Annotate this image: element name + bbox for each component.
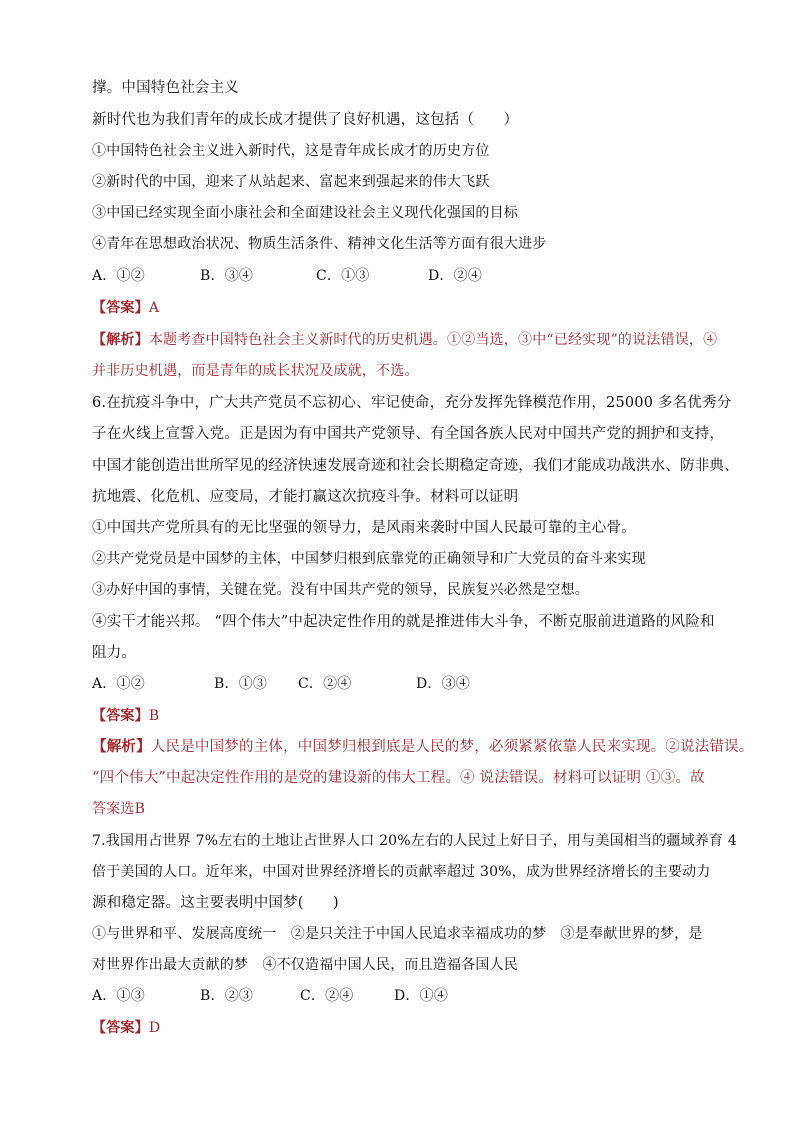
- question-5-answer: [92, 298, 159, 318]
- question-6-answer: [92, 706, 159, 726]
- option-a: A．①②: [92, 676, 145, 692]
- analysis-text: 人民是中国梦的主体，中国梦归根到底是人民的梦，必须紧紧依靠人民来实现。②说法错误。: [150, 739, 754, 755]
- question-7-items-1: ①与世界和平、发展高度统一 ②是只关注于中国人民追求幸福成功的梦 ③是奉献世界的梦，是: [92, 926, 703, 942]
- text-line: 撑。中国特色社会主义: [92, 80, 239, 96]
- question-7-answer: [92, 1018, 160, 1038]
- answer-tag: 【答案】: [92, 1020, 149, 1036]
- question-6-item-3: ③办好中国的事情，关键在党。没有中国共产党的领导，民族复兴必然是空想。: [92, 582, 589, 598]
- question-6-stem-1: 6.在抗疫斗争中，广大共产党员不忘初心、牢记使命，充分发挥先锋模范作用，25000 多名优秀分: [92, 395, 732, 411]
- question-6-analysis-line-3: 答案选B: [92, 801, 146, 817]
- question-6-item-4-cont: 阻力。: [92, 645, 137, 661]
- analysis-text: 本题考查中国特色社会主义新时代的历史机遇。①②当选，③中“已经实现”的说法错误，④: [148, 332, 718, 348]
- option-b: B．①③: [214, 676, 268, 692]
- question-5-item-3: ③中国已经实现全面小康社会和全面建设社会主义现代化强国的目标: [92, 205, 518, 221]
- answer-tag: 【答案】: [92, 708, 149, 724]
- question-6-analysis-line-2: “四个伟大”中起决定性作用的是党的建设新的伟大工程。④ 说法错误。材料可以证明 ①③。故: [92, 770, 705, 786]
- answer-value: D: [148, 1020, 161, 1036]
- question-6-stem-2: 子在火线上宣誓入党。正是因为有中国共产党领导、有全国各族人民对中国共产党的拥护和支持，: [92, 426, 725, 442]
- question-5-stem: 新时代也为我们青年的成长成才提供了良好机遇，这包括（ ）: [92, 112, 519, 128]
- question-6-item-1: ①中国共产党所具有的无比坚强的领导力，是风雨来袭时中国人民最可靠的主心骨。: [92, 520, 636, 536]
- question-5-item-1: ①中国特色社会主义进入新时代，这是青年成长成才的历史方位: [92, 143, 490, 159]
- option-d: D．③④: [416, 676, 471, 692]
- answer-value: A: [148, 300, 160, 316]
- question-6-stem-3: 中国才能创造出世所罕见的经济快速发展奇迹和社会长期稳定奇迹，我们才能成功战洪水、防非典、: [92, 458, 739, 474]
- option-c: C．②④: [300, 988, 354, 1004]
- option-d: D．②④: [428, 268, 483, 284]
- answer-value: B: [148, 708, 160, 724]
- question-6-analysis-line-1: [92, 737, 754, 757]
- option-b: B．③④: [200, 268, 254, 284]
- question-6-item-4: ④实干才能兴邦。 “四个伟大”中起决定性作用的就是推进伟大斗争，不断克服前进道路的风险和: [92, 614, 715, 630]
- question-5-analysis-line-2: 并非历史机遇，而是青年的成长状况及成就，不选。: [92, 363, 419, 379]
- question-6-stem-4: 抗地震、化危机、应变局，才能打赢这次抗疫斗争。材料可以证明: [92, 489, 519, 505]
- option-d: D．①④: [394, 988, 449, 1004]
- question-7-stem-1: 7.我国用占世界 7%左右的土地让占世界人口 20%左右的人民过上好日子，用与美国相当的疆域养育 4: [92, 833, 737, 849]
- question-5-options: [92, 266, 482, 286]
- analysis-tag: 【解析】: [92, 739, 151, 755]
- option-b: B．②③: [200, 988, 254, 1004]
- question-6-item-2: ②共产党党员是中国梦的主体，中国梦归根到底靠党的正确领导和广大党员的奋斗来实现: [92, 551, 646, 567]
- option-c: C．①③: [316, 268, 370, 284]
- analysis-tag: 【解析】: [92, 332, 149, 348]
- question-7-stem-2: 倍于美国的人口。近年来，中国对世界经济增长的贡献率超过 30%，成为世界经济增长的主要动力: [92, 864, 711, 880]
- option-a: A．①③: [92, 988, 145, 1004]
- answer-tag: 【答案】: [92, 300, 149, 316]
- option-c: C．②④: [298, 676, 352, 692]
- question-5-item-2: ②新时代的中国，迎来了从站起来、富起来到强起来的伟大飞跃: [92, 174, 490, 190]
- question-7-items-2: 对世界作出最大贡献的梦 ④不仅造福中国人民，而且造福各国人民: [92, 957, 518, 973]
- question-5-analysis-line-1: [92, 330, 717, 350]
- question-6-options: [92, 674, 470, 694]
- question-5-item-4: ④青年在思想政治状况、物质生活条件、精神文化生活等方面有很大进步: [92, 236, 547, 252]
- question-7-options: [92, 986, 448, 1006]
- question-7-stem-3: 源和稳定器。这主要表明中国梦( ): [92, 895, 339, 911]
- option-a: A．①②: [92, 268, 145, 284]
